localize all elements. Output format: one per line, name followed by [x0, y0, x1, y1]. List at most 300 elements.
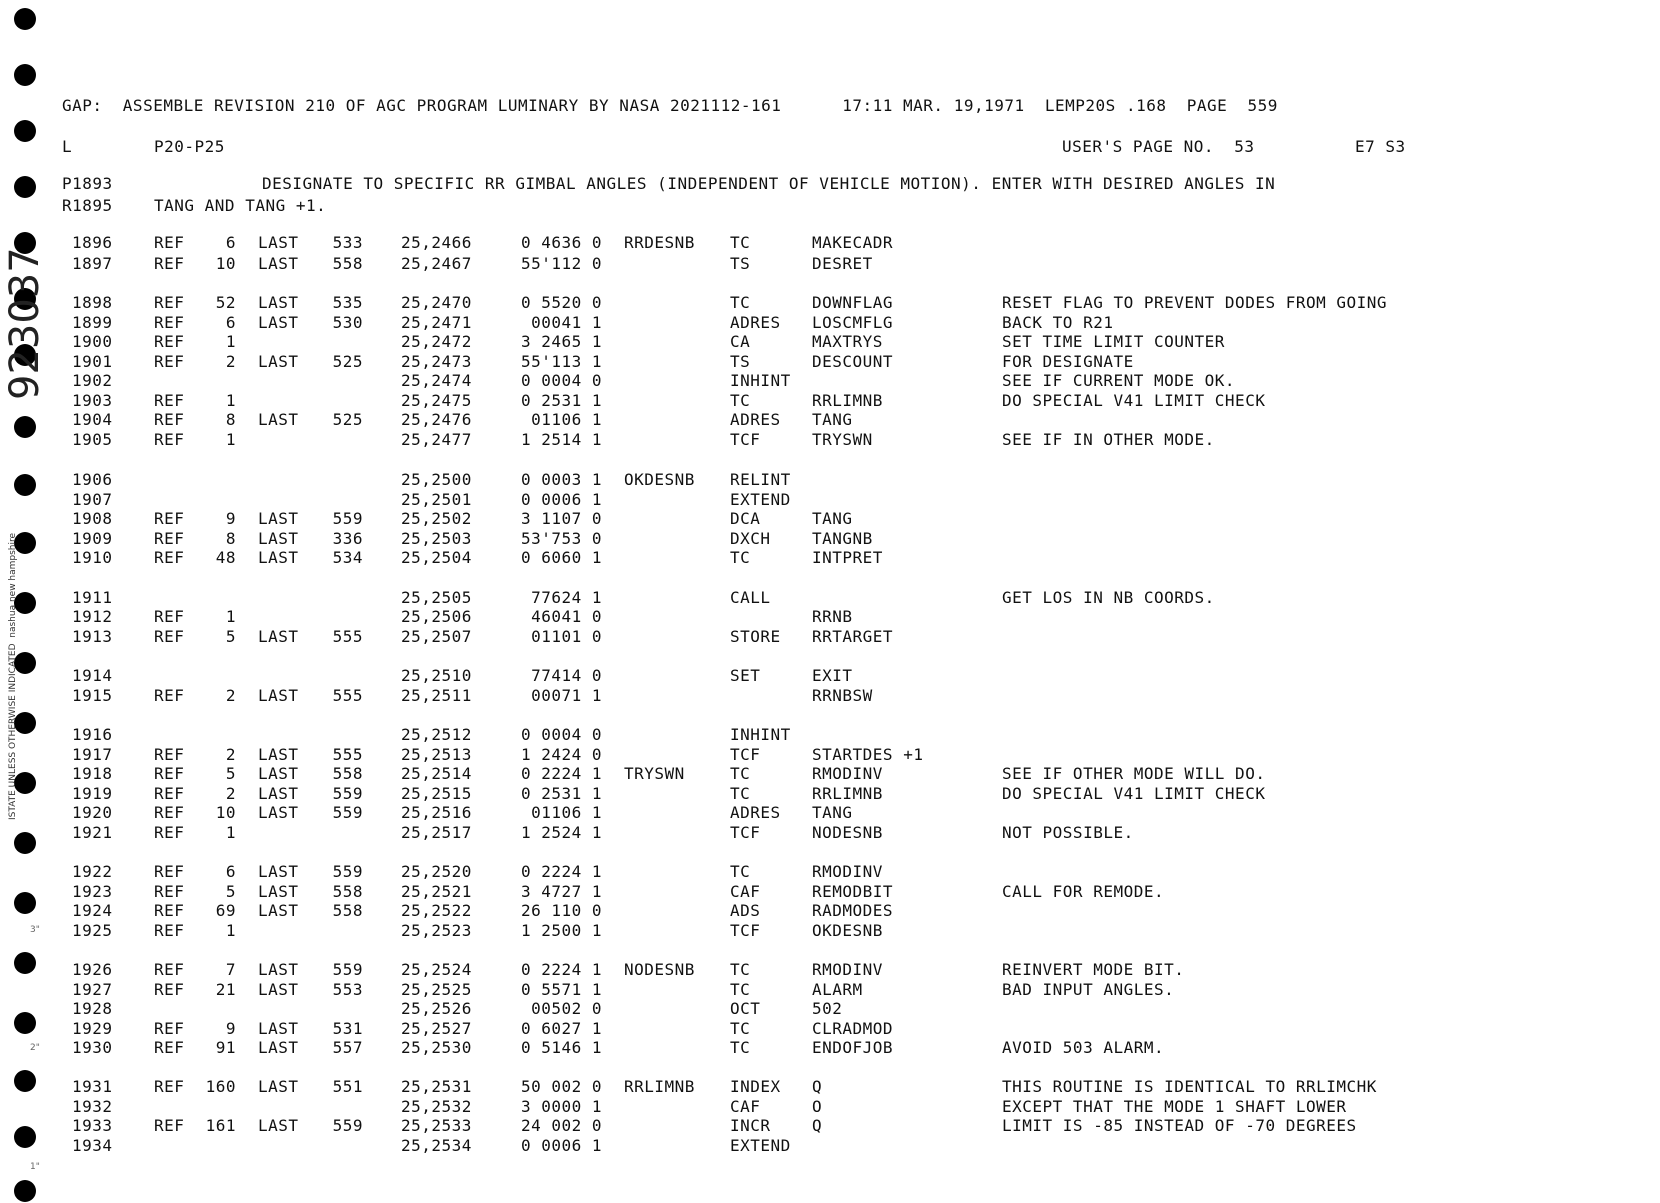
last-label: LAST: [258, 313, 299, 332]
symbol-label: NODESNB: [624, 960, 695, 979]
last-label: LAST: [258, 1077, 299, 1096]
operand: O: [812, 1097, 823, 1116]
address: 25,2532: [401, 1097, 472, 1116]
operand: DESRET: [812, 254, 873, 273]
line-number: 1900: [72, 332, 113, 351]
listing-row: [0, 589, 1660, 607]
octal-code: 0 2531 1: [520, 391, 602, 410]
line-number: 1912: [72, 607, 113, 626]
symbol-label: OKDESNB: [624, 470, 695, 489]
last-page: 559: [332, 803, 363, 822]
comment: SEE IF IN OTHER MODE.: [1002, 430, 1215, 449]
last-label: LAST: [258, 233, 299, 252]
ref-label: REF: [154, 313, 185, 332]
ref-count: 6: [225, 862, 236, 881]
line-number: 1926: [72, 960, 113, 979]
address: 25,2510: [401, 666, 472, 685]
listing-row: [0, 687, 1660, 705]
binder-hole: [14, 64, 36, 86]
margin-side-stamp: ISTATE UNLESS OTHERWISE INDICATED nashua new hampshire: [8, 532, 18, 820]
address: 25,2515: [401, 784, 472, 803]
intro-line-id: R1895: [62, 196, 113, 215]
ref-label: REF: [154, 430, 185, 449]
operand: RRLIMNB: [812, 784, 883, 803]
listing-row: [0, 471, 1660, 489]
comment: BAD INPUT ANGLES.: [1002, 980, 1175, 999]
last-label: LAST: [258, 960, 299, 979]
octal-code: 53'753 0: [520, 529, 602, 548]
comment: SEE IF CURRENT MODE OK.: [1002, 371, 1236, 390]
octal-code: 77624 1: [531, 588, 602, 607]
header-user-page: USER'S PAGE NO. 53: [1062, 137, 1255, 156]
operand: RMODINV: [812, 764, 883, 783]
operand: RMODINV: [812, 960, 883, 979]
operand: INTPRET: [812, 548, 883, 567]
line-number: 1916: [72, 725, 113, 744]
listing-row: [0, 549, 1660, 567]
opcode: SET: [730, 666, 761, 685]
operand: DOWNFLAG: [812, 293, 894, 312]
octal-code: 00502 0: [531, 999, 602, 1018]
listing-row: [0, 530, 1660, 548]
listing-row: [0, 510, 1660, 528]
listing-row: [0, 234, 1660, 252]
line-number: 1914: [72, 666, 113, 685]
octal-code: 26 110 0: [520, 901, 602, 920]
address: 25,2501: [401, 490, 472, 509]
operand: 502: [812, 999, 843, 1018]
address: 25,2500: [401, 470, 472, 489]
address: 25,2523: [401, 921, 472, 940]
symbol-label: TRYSWN: [624, 764, 685, 783]
opcode: INHINT: [730, 371, 791, 390]
line-number: 1915: [72, 686, 113, 705]
opcode: TC: [730, 548, 751, 567]
octal-code: 3 0000 1: [520, 1097, 602, 1116]
operand: REMODBIT: [812, 882, 894, 901]
address: 25,2524: [401, 960, 472, 979]
line-number: 1931: [72, 1077, 113, 1096]
operand: RRNB: [812, 607, 853, 626]
address: 25,2470: [401, 293, 472, 312]
line-number: 1907: [72, 490, 113, 509]
line-number: 1920: [72, 803, 113, 822]
last-page: 555: [332, 686, 363, 705]
octal-code: 55'112 0: [520, 254, 602, 273]
comment: RESET FLAG TO PREVENT DODES FROM GOING: [1002, 293, 1388, 312]
last-label: LAST: [258, 784, 299, 803]
ref-label: REF: [154, 823, 185, 842]
line-number: 1902: [72, 371, 113, 390]
last-page: 555: [332, 745, 363, 764]
header-title: GAP: ASSEMBLE REVISION 210 OF AGC PROGRAM LUMINARY BY NASA 2021112-161 17:11 MAR. 19,1971 LEMP20S .168 PAGE 559: [62, 96, 1278, 115]
address: 25,2502: [401, 509, 472, 528]
listing-row: [0, 392, 1660, 410]
last-label: LAST: [258, 1038, 299, 1057]
listing-row: [0, 824, 1660, 842]
address: 25,2466: [401, 233, 472, 252]
ref-label: REF: [154, 882, 185, 901]
line-number: 1908: [72, 509, 113, 528]
header-left-marker: L: [62, 137, 73, 156]
address: 25,2504: [401, 548, 472, 567]
octal-code: 0 2224 1: [520, 960, 602, 979]
octal-code: 0 0006 1: [520, 1136, 602, 1155]
line-number: 1929: [72, 1019, 113, 1038]
line-number: 1906: [72, 470, 113, 489]
comment: BACK TO R21: [1002, 313, 1114, 332]
operand: CLRADMOD: [812, 1019, 894, 1038]
ref-label: REF: [154, 1077, 185, 1096]
comment: GET LOS IN NB COORDS.: [1002, 588, 1215, 607]
operand: MAKECADR: [812, 233, 894, 252]
last-page: 559: [332, 509, 363, 528]
operand: TANG: [812, 410, 853, 429]
ref-label: REF: [154, 233, 185, 252]
listing-row: [0, 746, 1660, 764]
listing-row: [0, 608, 1660, 626]
address: 25,2467: [401, 254, 472, 273]
symbol-label: RRDESNB: [624, 233, 695, 252]
listing-row: [0, 902, 1660, 920]
last-page: 559: [332, 1116, 363, 1135]
opcode: CAF: [730, 882, 761, 901]
octal-code: 0 2224 1: [520, 764, 602, 783]
ref-label: REF: [154, 764, 185, 783]
opcode: TC: [730, 1038, 751, 1057]
ref-label: REF: [154, 1116, 185, 1135]
octal-code: 50 002 0: [520, 1077, 602, 1096]
address: 25,2477: [401, 430, 472, 449]
intro-line-text: TANG AND TANG +1.: [154, 196, 327, 215]
address: 25,2503: [401, 529, 472, 548]
opcode: DCA: [730, 509, 761, 528]
opcode: TC: [730, 764, 751, 783]
ref-count: 21: [215, 980, 236, 999]
octal-code: 0 5520 0: [520, 293, 602, 312]
listing-row: [0, 883, 1660, 901]
listing-row: [0, 353, 1660, 371]
comment: EXCEPT THAT THE MODE 1 SHAFT LOWER: [1002, 1097, 1347, 1116]
ref-count: 5: [225, 764, 236, 783]
line-number: 1901: [72, 352, 113, 371]
opcode: TC: [730, 960, 751, 979]
opcode: TC: [730, 862, 751, 881]
comment: CALL FOR REMODE.: [1002, 882, 1165, 901]
operand: Q: [812, 1077, 823, 1096]
last-page: 534: [332, 548, 363, 567]
last-label: LAST: [258, 803, 299, 822]
listing-row: [0, 1000, 1660, 1018]
listing-row: [0, 1078, 1660, 1096]
last-label: LAST: [258, 745, 299, 764]
ref-label: REF: [154, 548, 185, 567]
ref-label: REF: [154, 293, 185, 312]
opcode: CA: [730, 332, 751, 351]
octal-code: 0 4636 0: [520, 233, 602, 252]
last-page: 525: [332, 410, 363, 429]
operand: OKDESNB: [812, 921, 883, 940]
line-number: 1932: [72, 1097, 113, 1116]
ref-label: REF: [154, 686, 185, 705]
operand: TRYSWN: [812, 430, 873, 449]
line-number: 1930: [72, 1038, 113, 1057]
ref-label: REF: [154, 784, 185, 803]
line-number: 1924: [72, 901, 113, 920]
listing-row: [0, 628, 1660, 646]
last-page: 530: [332, 313, 363, 332]
address: 25,2473: [401, 352, 472, 371]
last-label: LAST: [258, 686, 299, 705]
ref-label: REF: [154, 529, 185, 548]
opcode: STORE: [730, 627, 781, 646]
octal-code: 1 2524 1: [520, 823, 602, 842]
address: 25,2511: [401, 686, 472, 705]
opcode: TCF: [730, 745, 761, 764]
listing-row: [0, 333, 1660, 351]
intro-line-id: P1893: [62, 174, 113, 193]
opcode: ADRES: [730, 803, 781, 822]
last-label: LAST: [258, 764, 299, 783]
opcode: TCF: [730, 430, 761, 449]
line-number: 1904: [72, 410, 113, 429]
header-section: P20-P25: [154, 137, 225, 156]
operand: NODESNB: [812, 823, 883, 842]
octal-code: 0 6060 1: [520, 548, 602, 567]
last-page: 551: [332, 1077, 363, 1096]
listing-row: [0, 1098, 1660, 1116]
octal-code: 55'113 1: [520, 352, 602, 371]
address: 25,2521: [401, 882, 472, 901]
line-number: 1928: [72, 999, 113, 1018]
octal-code: 01106 1: [531, 803, 602, 822]
address: 25,2513: [401, 745, 472, 764]
last-page: 555: [332, 627, 363, 646]
listing-row: [0, 863, 1660, 881]
listing-row: [0, 1137, 1660, 1155]
address: 25,2475: [401, 391, 472, 410]
address: 25,2474: [401, 371, 472, 390]
last-page: 559: [332, 784, 363, 803]
ref-label: REF: [154, 1038, 185, 1057]
address: 25,2522: [401, 901, 472, 920]
operand: RRTARGET: [812, 627, 894, 646]
address: 25,2514: [401, 764, 472, 783]
opcode: ADRES: [730, 410, 781, 429]
margin-mark: 2": [30, 1043, 40, 1053]
opcode: TC: [730, 293, 751, 312]
ref-count: 8: [225, 410, 236, 429]
last-page: 533: [332, 233, 363, 252]
octal-code: 3 4727 1: [520, 882, 602, 901]
last-page: 558: [332, 901, 363, 920]
ref-count: 2: [225, 686, 236, 705]
line-number: 1917: [72, 745, 113, 764]
octal-code: 0 5571 1: [520, 980, 602, 999]
ref-label: REF: [154, 254, 185, 273]
address: 25,2534: [401, 1136, 472, 1155]
ref-count: 161: [205, 1116, 236, 1135]
ref-count: 6: [225, 313, 236, 332]
address: 25,2520: [401, 862, 472, 881]
address: 25,2471: [401, 313, 472, 332]
margin-mark: 3": [30, 925, 40, 935]
line-number: 1905: [72, 430, 113, 449]
last-label: LAST: [258, 1116, 299, 1135]
ref-count: 9: [225, 509, 236, 528]
ref-label: REF: [154, 391, 185, 410]
last-label: LAST: [258, 509, 299, 528]
address: 25,2531: [401, 1077, 472, 1096]
octal-code: 00071 1: [531, 686, 602, 705]
last-page: 531: [332, 1019, 363, 1038]
opcode: DXCH: [730, 529, 771, 548]
listing-row: [0, 1117, 1660, 1135]
octal-code: 0 2531 1: [520, 784, 602, 803]
ref-count: 7: [225, 960, 236, 979]
comment: REINVERT MODE BIT.: [1002, 960, 1185, 979]
listing-row: [0, 667, 1660, 685]
line-number: 1925: [72, 921, 113, 940]
last-label: LAST: [258, 293, 299, 312]
listing-row: [0, 1020, 1660, 1038]
ref-label: REF: [154, 745, 185, 764]
ref-count: 1: [225, 430, 236, 449]
comment: DO SPECIAL V41 LIMIT CHECK: [1002, 391, 1266, 410]
header-code: E7 S3: [1355, 137, 1406, 156]
ref-count: 1: [225, 391, 236, 410]
last-label: LAST: [258, 627, 299, 646]
ref-count: 5: [225, 627, 236, 646]
line-number: 1896: [72, 233, 113, 252]
octal-code: 0 6027 1: [520, 1019, 602, 1038]
last-label: LAST: [258, 352, 299, 371]
margin-side-number: 923037: [2, 247, 48, 400]
listing-row: [0, 491, 1660, 509]
ref-count: 2: [225, 784, 236, 803]
last-page: 525: [332, 352, 363, 371]
line-number: 1934: [72, 1136, 113, 1155]
ref-label: REF: [154, 862, 185, 881]
octal-code: 1 2500 1: [520, 921, 602, 940]
ref-count: 1: [225, 823, 236, 842]
address: 25,2526: [401, 999, 472, 1018]
line-number: 1923: [72, 882, 113, 901]
operand: ALARM: [812, 980, 863, 999]
ref-label: REF: [154, 960, 185, 979]
last-label: LAST: [258, 1019, 299, 1038]
octal-code: 3 1107 0: [520, 509, 602, 528]
ref-count: 10: [215, 803, 236, 822]
ref-label: REF: [154, 627, 185, 646]
opcode: TC: [730, 391, 751, 410]
address: 25,2530: [401, 1038, 472, 1057]
octal-code: 1 2514 1: [520, 430, 602, 449]
ref-count: 69: [215, 901, 236, 920]
operand: RRLIMNB: [812, 391, 883, 410]
last-page: 558: [332, 882, 363, 901]
opcode: TC: [730, 784, 751, 803]
opcode: TC: [730, 1019, 751, 1038]
line-number: 1910: [72, 548, 113, 567]
listing-row: [0, 961, 1660, 979]
octal-code: 0 0003 1: [520, 470, 602, 489]
symbol-label: RRLIMNB: [624, 1077, 695, 1096]
address: 25,2472: [401, 332, 472, 351]
comment: THIS ROUTINE IS IDENTICAL TO RRLIMCHK: [1002, 1077, 1377, 1096]
address: 25,2505: [401, 588, 472, 607]
opcode: CAF: [730, 1097, 761, 1116]
opcode: ADS: [730, 901, 761, 920]
ref-count: 5: [225, 882, 236, 901]
listing-row: [0, 765, 1660, 783]
line-number: 1903: [72, 391, 113, 410]
address: 25,2533: [401, 1116, 472, 1135]
ref-count: 1: [225, 332, 236, 351]
listing-row: [0, 981, 1660, 999]
address: 25,2527: [401, 1019, 472, 1038]
line-number: 1913: [72, 627, 113, 646]
operand: MAXTRYS: [812, 332, 883, 351]
ref-label: REF: [154, 332, 185, 351]
ref-count: 91: [215, 1038, 236, 1057]
listing-row: [0, 726, 1660, 744]
last-page: 557: [332, 1038, 363, 1057]
last-label: LAST: [258, 862, 299, 881]
listing-row: [0, 1039, 1660, 1057]
opcode: TCF: [730, 823, 761, 842]
comment: NOT POSSIBLE.: [1002, 823, 1134, 842]
operand: TANGNB: [812, 529, 873, 548]
operand: TANG: [812, 803, 853, 822]
line-number: 1933: [72, 1116, 113, 1135]
line-number: 1918: [72, 764, 113, 783]
opcode: TC: [730, 980, 751, 999]
margin-mark: 1": [30, 1162, 40, 1172]
operand: RRNBSW: [812, 686, 873, 705]
opcode: ADRES: [730, 313, 781, 332]
octal-code: 0 0004 0: [520, 371, 602, 390]
opcode: INDEX: [730, 1077, 781, 1096]
ref-count: 10: [215, 254, 236, 273]
ref-label: REF: [154, 607, 185, 626]
ref-label: REF: [154, 509, 185, 528]
line-number: 1909: [72, 529, 113, 548]
line-number: 1921: [72, 823, 113, 842]
address: 25,2525: [401, 980, 472, 999]
listing-row: [0, 314, 1660, 332]
listing-row: [0, 804, 1660, 822]
comment: SET TIME LIMIT COUNTER: [1002, 332, 1225, 351]
ref-count: 9: [225, 1019, 236, 1038]
last-page: 558: [332, 254, 363, 273]
last-label: LAST: [258, 548, 299, 567]
ref-label: REF: [154, 901, 185, 920]
ref-count: 52: [215, 293, 236, 312]
binder-hole: [14, 1180, 36, 1202]
opcode: CALL: [730, 588, 771, 607]
binder-hole: [14, 120, 36, 142]
line-number: 1898: [72, 293, 113, 312]
comment: LIMIT IS -85 INSTEAD OF -70 DEGREES: [1002, 1116, 1357, 1135]
last-label: LAST: [258, 901, 299, 920]
address: 25,2517: [401, 823, 472, 842]
ref-count: 2: [225, 352, 236, 371]
octal-code: 0 5146 1: [520, 1038, 602, 1057]
ref-count: 1: [225, 921, 236, 940]
opcode: OCT: [730, 999, 761, 1018]
address: 25,2512: [401, 725, 472, 744]
